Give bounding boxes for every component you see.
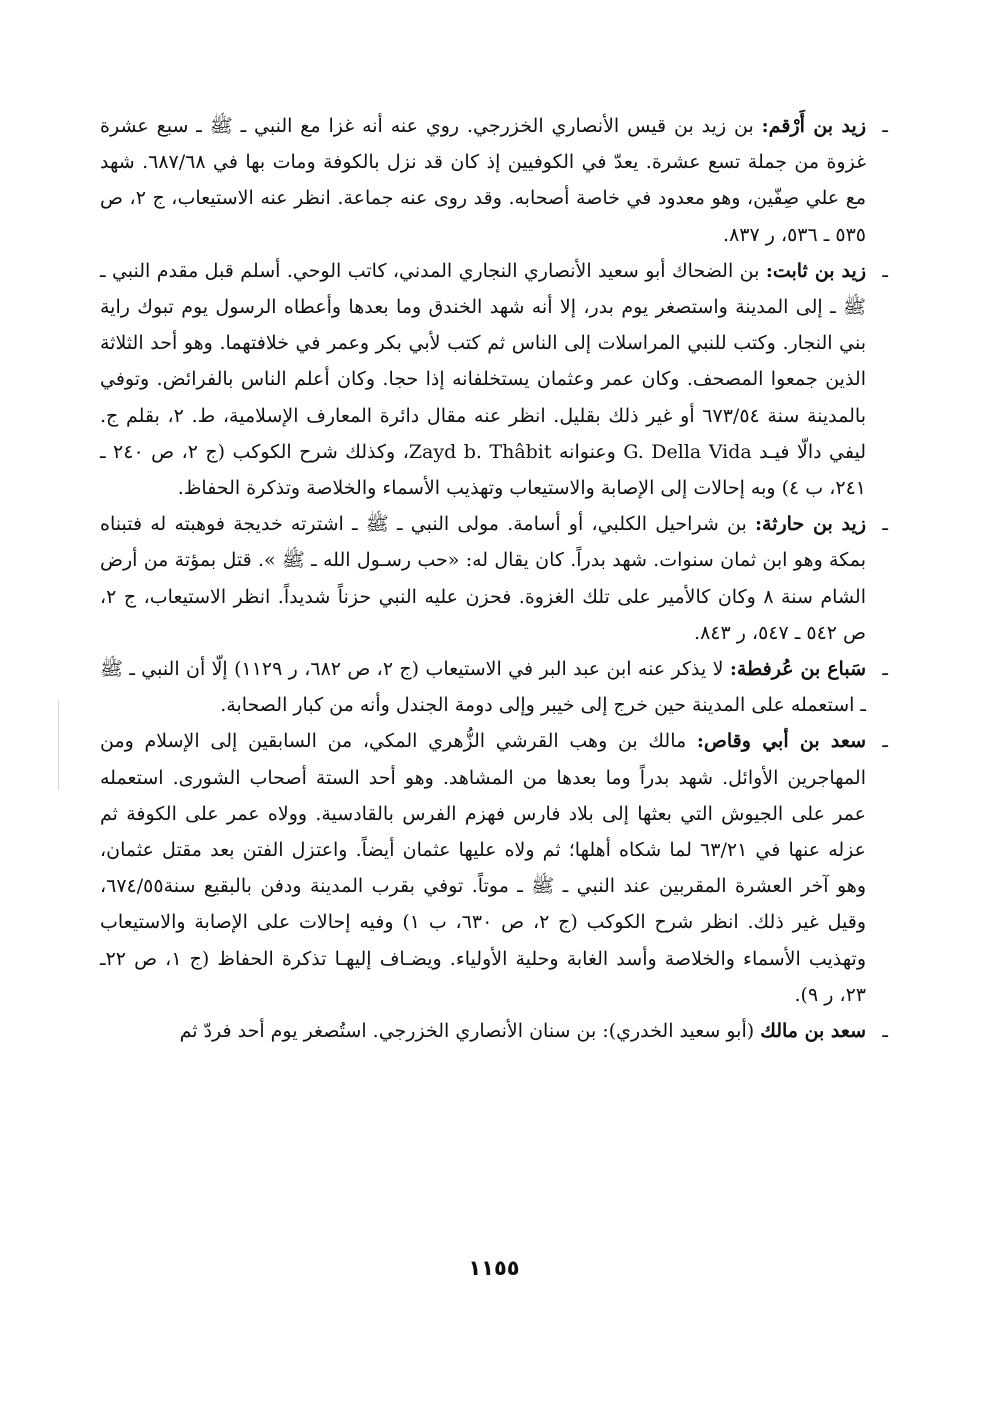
entry-dash: ـ bbox=[882, 1020, 888, 1043]
entry-zayd-ibn-arqam bbox=[100, 108, 888, 253]
entry-body: (أبو سعيد الخدري): بن سنان الأنصاري الخزرجي. استُصغر يوم أحد فردّ ثم bbox=[179, 1020, 761, 1043]
entry-dash: ـ bbox=[882, 658, 888, 681]
entry-zayd-ibn-thabit bbox=[100, 253, 888, 506]
entry-body: بن شراحيل الكلبي، أو أسامة. مولى النبي ـ ﷺ ـ اشترته خديجة فوهبته له فتبناه بمكة وهو ابن ثمان سنوات. شهد بدراً. كان يقال له: «حب رسـول الله ـ ﷺ ». قتل بمؤتة من أرض الشام سنة ٨ وكان كالأمير على تلك الغزوة. فحزن عليه النبي حزناً شديداً. انظر الاستيعاب، ج ٢، ص ٥٤٢ ـ ٥٤٧، ر ٨٤٣. bbox=[100, 513, 866, 644]
entry-name: سعد بن أبي وقاص: bbox=[696, 730, 866, 753]
entry-body: مالك بن وهب القرشي الزُّهري المكي، من السابقين إلى الإسلام ومن المهاجرين الأوائل. شهد بدراً وما بعدها من المشاهد. وهو أحد الستة أصحاب الشورى. استعمله عمر على الجيوش التي بعثها إلى بلاد فارس فهزم الفرس بالقادسية. وولاه عمر على الكوفة ثم عزله عنها في ٦٣/٢١ لما شكاه أهلها؛ ثم ولاه عليها عثمان أيضاً. واعتزل الفتن بعد مقتل عثمان، وهو آخر العشرة المقربين عند النبي ـ ﷺ ـ موتاً. توفي بقرب المدينة ودفن بالبقيع سنة٦٧٤/٥٥، وقيل غير ذلك. انظر شرح الكوكب (ج ٢، ص ٦٣٠، ب ١) وفيه إحالات على الإصابة والاستيعاب وتهذيب الأسماء والخلاصة وأسد الغابة وحلية الأولياء. ويضـاف إليهـا تذكرة الحفاظ (ج ١، ص ٢٢ـ ٢٣، ر ٩). bbox=[100, 730, 867, 1006]
entry-name: زيد بن ثابت: bbox=[765, 259, 866, 282]
biographical-entries bbox=[100, 108, 888, 1049]
entry-name: زيد بن حارثة: bbox=[755, 513, 866, 536]
page-number: ١١٥٥ bbox=[468, 1256, 520, 1280]
scan-artifact-line bbox=[58, 700, 59, 790]
entry-body: بن الضحاك أبو سعيد الأنصاري النجاري المدني، كاتب الوحي. أسلم قبل مقدم النبي ـ ﷺ ـ إلى المدينة واستصغر يوم بدر، إلا أنه شهد الخندق وما بعدها وأعطاه الرسول يوم تبوك راية بني النجار. وكتب للنبي المراسلات إلى الناس ثم كتب لأبي بكر وعمر في خلافتهما. وهو أحد الثلاثة الذين جمعوا المصحف. وكان عمر وعثمان يستخلفانه إذا حجا. وكان أعلم الناس بالفرائض. وتوفي بالمدينة سنة ٦٧٣/٥٤ أو غير ذلك بقليل. انظر عنه مقال دائرة المعارف الإسلامية، ط. ٢، بقلم ج. ليفي دالّا فيـد G. Della Vida وعنوانه Zayd b. Thâbit، وكذلك شرح الكوكب (ج ٢، ص ٢٤٠ ـ ٢٤١، ب ٤) وبه إحالات إلى الإصابة والاستيعاب وتهذيب الأسماء والخلاصة وتذكرة الحفاظ. bbox=[100, 259, 866, 500]
entry-zayd-ibn-haritha bbox=[100, 506, 888, 651]
entry-dash: ـ bbox=[882, 115, 888, 137]
entry-siba-ibn-urfuta bbox=[100, 651, 888, 723]
entry-name: زيد بن أَرْقم: bbox=[761, 115, 866, 137]
entry-saad-ibn-abi-waqqas bbox=[100, 723, 888, 1013]
entry-saad-ibn-malik bbox=[100, 1013, 888, 1049]
entry-name: سعد بن مالك bbox=[760, 1020, 866, 1043]
entry-dash: ـ bbox=[882, 513, 888, 536]
entry-body: بن زيد بن قيس الأنصاري الخزرجي. روي عنه أنه غزا مع النبي ـ ﷺ ـ سبع عشرة غزوة من جملة تسع عشرة. يعدّ في الكوفيين إذ كان قد نزل بالكوفة ومات بها في ٦٨٧/٦٨. شهد مع علي صِفّين، وهو معدود في خاصة أصحابه. وقد روى عنه جماعة. انظر عنه الاستيعاب، ج ٢، ص ٥٣٥ ـ ٥٣٦، ر ٨٣٧. bbox=[100, 115, 867, 246]
entry-dash: ـ bbox=[882, 259, 888, 282]
entry-dash: ـ bbox=[882, 730, 888, 753]
entry-body: لا يذكر عنه ابن عبد البر في الاستيعاب (ج ٢، ص ٦٨٢، ر ١١٢٩) إلّا أن النبي ـ ﷺ ـ استعمله على المدينة حين خرج إلى خيبر وإلى دومة الجندل وأنه من كبار الصحابة. bbox=[100, 658, 866, 717]
entry-name: سَباع بن عُرفطة: bbox=[729, 658, 866, 681]
